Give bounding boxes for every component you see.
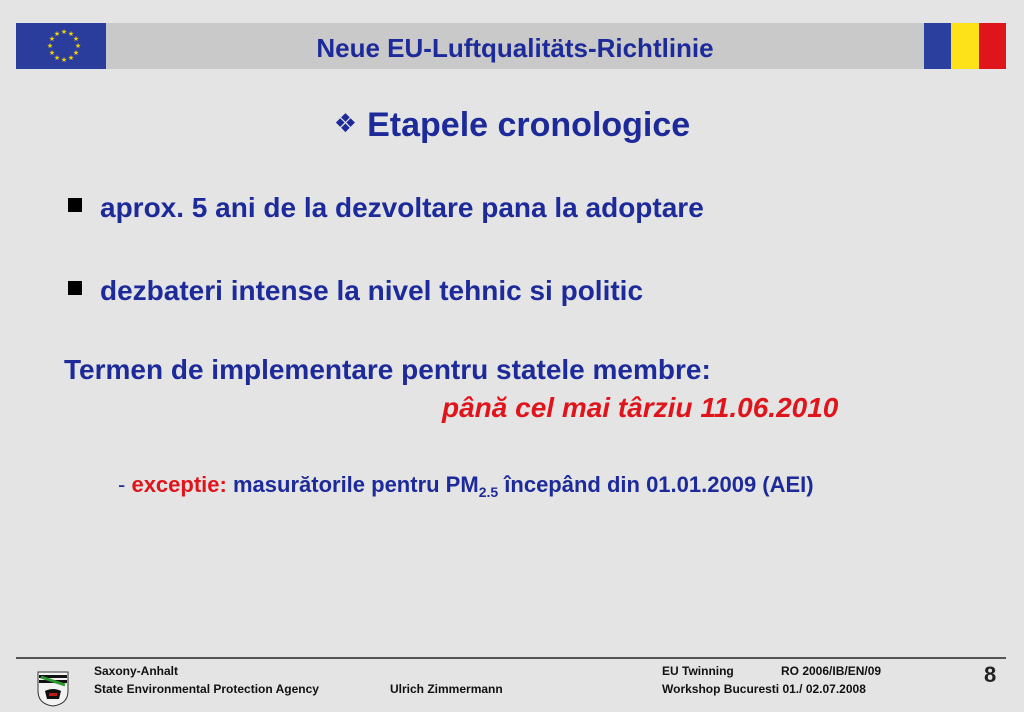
deadline-text: până cel mai târziu 11.06.2010 (442, 392, 839, 423)
footer-org-line1: Saxony-Anhalt (94, 664, 179, 678)
svg-text:★: ★ (53, 30, 61, 38)
diamond-bullet-icon: ❖ (333, 108, 358, 138)
footer-author: Ulrich Zimmermann (390, 682, 503, 696)
romania-flag-icon (924, 23, 1006, 69)
bullet-text: dezbateri intense la nivel tehnic si politic (100, 275, 644, 306)
svg-text:★: ★ (67, 30, 75, 38)
eu-flag-icon (16, 23, 106, 69)
exception-text: masurătorile pentru PM (232, 472, 479, 497)
svg-text:★: ★ (48, 35, 56, 43)
square-bullet-icon (68, 198, 82, 212)
header-title: Neue EU-Luftqualitäts-Richtlinie (316, 33, 714, 63)
footer-project-line1: EU Twinning (662, 664, 734, 678)
svg-text:★: ★ (72, 35, 80, 43)
footer-divider (16, 657, 1006, 659)
exception-line (118, 472, 814, 500)
svg-text:★: ★ (46, 42, 54, 50)
exception-subscript: 2.5 (478, 484, 499, 500)
svg-text:★: ★ (60, 28, 68, 36)
footer-project-code: RO 2006/IB/EN/09 (781, 664, 882, 678)
footer-org-line2: State Environmental Protection Agency (94, 682, 319, 696)
slide-heading-text: Etapele cronologice (367, 106, 691, 144)
svg-text:★: ★ (74, 42, 82, 50)
svg-text:★: ★ (53, 54, 61, 62)
exception-dash: - (118, 472, 126, 497)
exception-date: începând din 01.01.2009 (AEI) (504, 472, 814, 497)
slide-heading (0, 106, 1024, 145)
page-number: 8 (984, 662, 997, 687)
bullet-item (68, 192, 704, 224)
exception-label: exceptie: (131, 472, 227, 497)
svg-text:★: ★ (67, 54, 75, 62)
footer-project-line2: Workshop Bucuresti 01./ 02.07.2008 (662, 682, 866, 696)
svg-text:★: ★ (48, 49, 56, 57)
coat-of-arms-icon (37, 671, 69, 707)
svg-text:★: ★ (72, 49, 80, 57)
square-bullet-icon (68, 281, 82, 295)
bullet-item (68, 275, 643, 307)
bullet-text: aprox. 5 ani de la dezvoltare pana la adoptare (100, 192, 704, 223)
svg-text:★: ★ (60, 56, 68, 64)
term-label: Termen de implementare pentru statele membre: (64, 354, 711, 385)
